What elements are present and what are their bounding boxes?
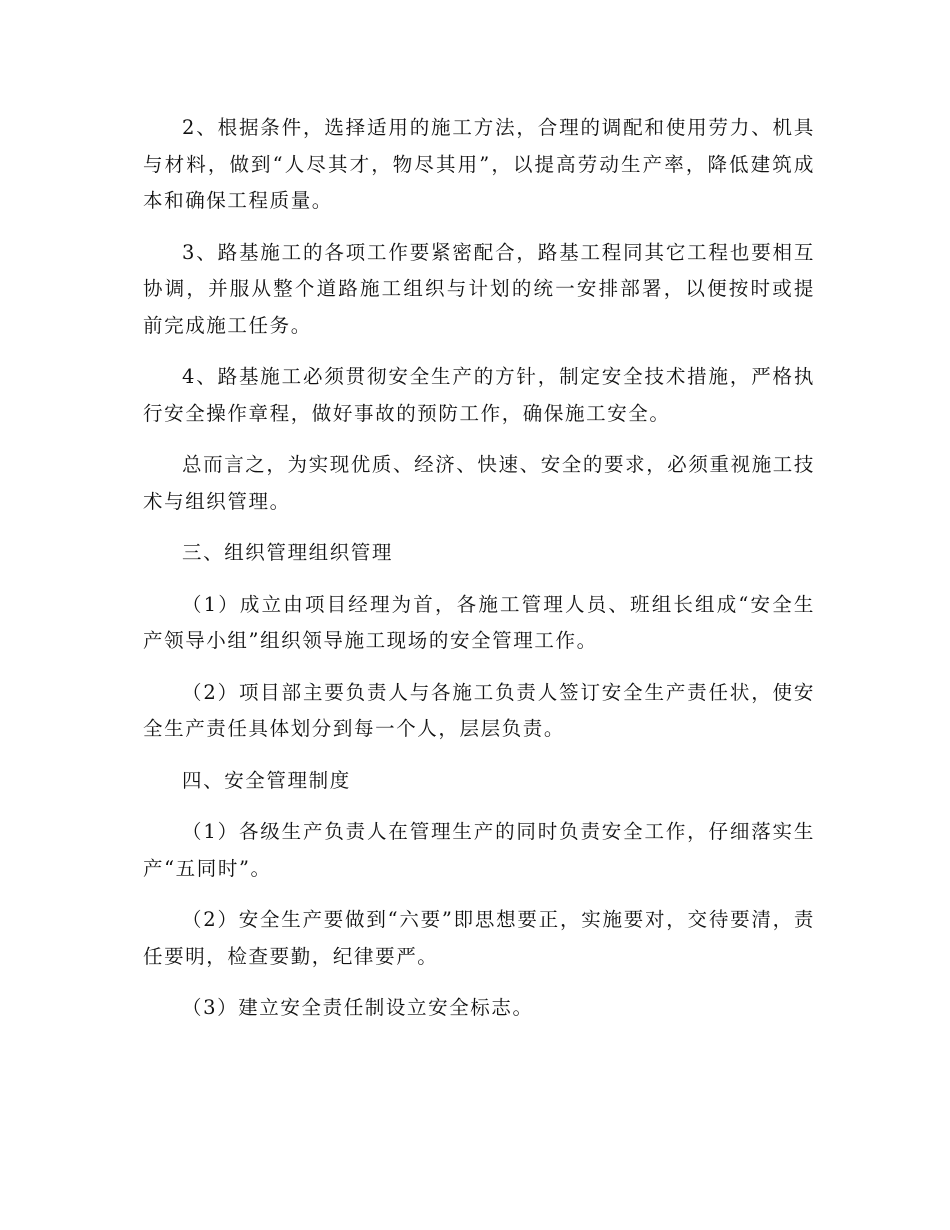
section-heading-3: 三、组织管理组织管理 — [182, 541, 394, 564]
section4-item-3: （3）建立安全责任制设立安全标志。 — [182, 996, 534, 1019]
section3-item-2: （2）项目部主要负责人与各施工负责人签订安全生产责任状，使安全生产责任具体划分到每一个人，层层负责。 — [143, 680, 815, 740]
section4-item-1: （1）各级生产负责人在管理生产的同时负责安全工作，仔细落实生产“五同时”。 — [143, 820, 815, 880]
paragraph-item-2: 2、根据条件，选择适用的施工方法，合理的调配和使用劳力、机具与材料，做到“人尽其才，物尽其用”，以提高劳动生产率，降低建筑成本和确保工程质量。 — [143, 116, 815, 212]
paragraph-item-3: 3、路基施工的各项工作要紧密配合，路基工程同其它工程也要相互协调，并服从整个道路施工组织与计划的统一安排部署，以便按时或提前完成施工任务。 — [143, 240, 815, 337]
section-heading-4: 四、安全管理制度 — [182, 768, 351, 792]
paragraph-summary: 总而言之，为实现优质、经济、快速、安全的要求，必须重视施工技术与组织管理。 — [143, 453, 816, 513]
paragraph-item-4: 4、路基施工必须贯彻安全生产的方针，制定安全技术措施，严格执行安全操作章程，做好事故的预防工作，确保施工安全。 — [143, 365, 815, 425]
section4-item-2: （2）安全生产要做到“六要”即思想要正，实施要对，交待要清，责任要明，检查要勤，纪律要严。 — [143, 908, 815, 968]
section3-item-1: （1）成立由项目经理为首，各施工管理人员、班组长组成“安全生产领导小组”组织领导施工现场的安全管理工作。 — [143, 592, 815, 652]
document-body — [143, 110, 815, 1042]
